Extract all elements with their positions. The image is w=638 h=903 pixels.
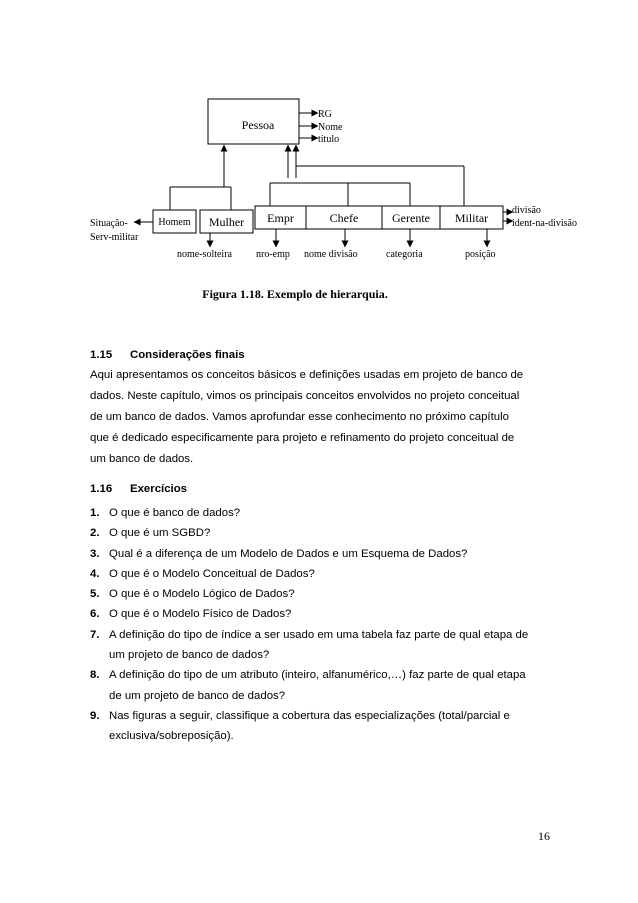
attr-nro-emp: nro-emp xyxy=(256,249,290,260)
section-paragraph xyxy=(90,365,548,470)
exercise-item xyxy=(90,584,548,604)
homem-label: Homem xyxy=(158,217,191,228)
exercise-text: de um projeto de banco de dados? xyxy=(109,689,286,702)
chefe-label: Chefe xyxy=(329,211,359,225)
attr-nome-divisao: nome divisão xyxy=(304,249,358,260)
exercise-number: 1. xyxy=(90,507,100,519)
paragraph-line: Aqui apresentamos os conceitos básicos e definições usadas em projeto de banco de xyxy=(90,369,524,381)
section-heading xyxy=(90,349,548,361)
figure-caption xyxy=(0,287,638,302)
section-title: Exercícios xyxy=(130,483,187,495)
exercise-text: O que é o Modelo Lógico de Dados? xyxy=(109,588,295,601)
exercise-number: 8. xyxy=(90,669,100,682)
exercise-text: O que é um SGBD? xyxy=(109,527,211,540)
exercise-list xyxy=(90,503,548,747)
exercise-text: exclusiva/sobreposição). xyxy=(109,730,234,743)
attr-posicao: posição xyxy=(465,249,496,260)
exercise-item xyxy=(90,604,548,624)
attr-ident-na-divisao: ident-na-divisão xyxy=(512,218,577,229)
attr-categoria: categoria xyxy=(386,249,423,260)
empr-label: Empr xyxy=(267,211,294,225)
exercise-number: 5. xyxy=(90,588,100,601)
attr-divisao: divisão xyxy=(512,205,541,216)
section-title: Considerações finais xyxy=(130,349,245,361)
attr-rg: RG xyxy=(318,109,332,120)
exercise-number: 3. xyxy=(90,547,100,560)
exercise-text: A definição do tipo de índice a ser usado em uma tabela faz parte de qual etapa de xyxy=(109,628,529,641)
exercise-item xyxy=(90,706,548,747)
attr-titulo: título xyxy=(318,134,340,145)
exercise-number: 6. xyxy=(90,608,100,621)
section-number: 1.15 xyxy=(90,349,113,361)
attr-nome: Nome xyxy=(318,122,343,133)
exercise-item xyxy=(90,503,548,523)
gerente-label: Gerente xyxy=(392,211,430,225)
exercise-item xyxy=(90,564,548,584)
exercise-text: O que é o Modelo Conceitual de Dados? xyxy=(109,567,315,580)
page-number: 16 xyxy=(538,829,550,843)
homem-attr-label-1: Situação- xyxy=(90,218,128,229)
paragraph-line: de um banco de dados. Vamos aprofundar esse conhecimento no próximo capítulo xyxy=(90,411,509,423)
attr-nome-solteira: nome-solteira xyxy=(177,249,232,260)
exercise-item xyxy=(90,625,548,666)
homem-attr-label-2: Serv-militar xyxy=(90,232,139,243)
exercise-text: A definição do tipo de um atributo (inteiro, alfanumérico,…) faz parte de qual etapa xyxy=(109,669,526,682)
exercise-text: O que é o Modelo Físico de Dados? xyxy=(109,608,292,621)
exercise-text: O que é banco de dados? xyxy=(109,507,241,519)
section-1-15 xyxy=(90,349,548,470)
exercise-number: 7. xyxy=(90,628,100,641)
exercise-item xyxy=(90,544,548,564)
exercise-item xyxy=(90,665,548,706)
exercise-number: 4. xyxy=(90,567,100,580)
exercise-number: 2. xyxy=(90,527,100,540)
hierarchy-diagram xyxy=(0,0,638,280)
exercise-text: Nas figuras a seguir, classifique a cobertura das especializações (total/parcial e xyxy=(109,709,510,722)
pessoa-label: Pessoa xyxy=(241,118,275,132)
section-number: 1.16 xyxy=(90,483,113,495)
exercise-text: Qual é a diferença de um Modelo de Dados e um Esquema de Dados? xyxy=(109,547,468,560)
figure-caption-text: Figura 1.18. Exemplo de hierarquia. xyxy=(202,287,388,301)
section-1-16 xyxy=(90,483,548,495)
paragraph-line: que é dedicado especificamente para projeto e refinamento do projeto conceitual de xyxy=(90,432,515,444)
militar-label: Militar xyxy=(454,211,489,225)
paragraph-line: um banco de dados. xyxy=(90,453,194,465)
section-heading xyxy=(90,483,548,495)
paragraph-line: dados. Neste capítulo, vimos os principais conceitos envolvidos no projeto conceitual xyxy=(90,390,520,402)
exercise-text: um projeto de banco de dados? xyxy=(109,649,270,662)
mulher-label: Mulher xyxy=(208,215,245,229)
exercise-item xyxy=(90,523,548,543)
exercise-number: 9. xyxy=(90,709,100,722)
